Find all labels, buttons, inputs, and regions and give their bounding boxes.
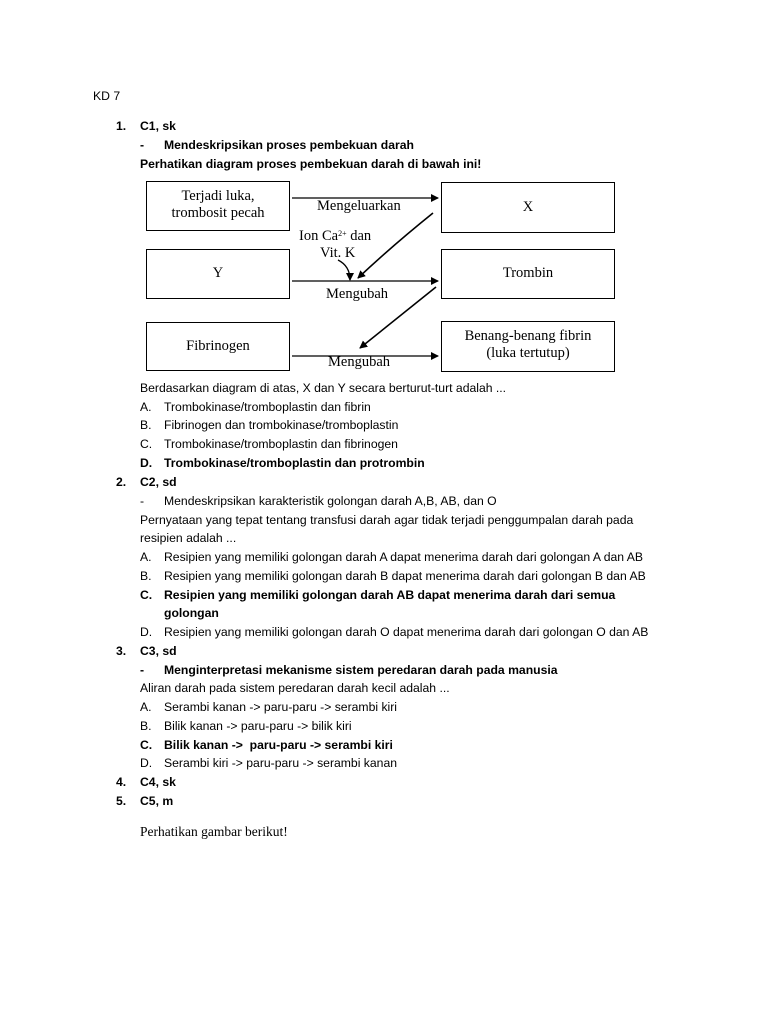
q2-option-c-cont: golongan (164, 606, 219, 620)
q4-number: 4. (116, 775, 127, 789)
q2-option-a-letter: A. (140, 550, 152, 564)
q3-option-b-letter: B. (140, 719, 152, 733)
q1-number: 1. (116, 119, 127, 133)
q3-option-b[interactable]: Bilik kanan -> paru-paru -> bilik kiri (164, 719, 352, 733)
q1-option-d-letter: D. (140, 456, 153, 470)
box-y-text: Y (212, 265, 224, 281)
q2-option-c[interactable]: Resipien yang memiliki golongan darah AB dapat menerima darah dari semua (164, 588, 616, 602)
box-fibrinogen-text: Fibrinogen (186, 338, 250, 354)
q2-option-c-letter: C. (140, 588, 153, 602)
q2-question-line1: Pernyataan yang tepat tentang transfusi darah agar tidak terjadi penggumpalan darah pada (140, 513, 634, 527)
q2-option-d-letter: D. (140, 625, 153, 639)
label-change-2: Mengubah (328, 354, 391, 370)
q3-option-a-letter: A. (140, 700, 152, 714)
q1-indicator-dash: - (140, 138, 145, 152)
arrow-x-to-y (358, 213, 433, 278)
q3-number: 3. (116, 644, 127, 658)
q5-code: C5, m (140, 794, 174, 808)
q3-option-a[interactable]: Serambi kanan -> paru-paru -> serambi kiri (164, 700, 398, 714)
q2-question-line2: resipien adalah ... (140, 531, 237, 545)
q3-option-d[interactable]: Serambi kiri -> paru-paru -> serambi kanan (164, 756, 398, 770)
q4-code: C4, sk (140, 775, 176, 789)
q3-question: Aliran darah pada sistem peredaran darah kecil adalah ... (140, 681, 450, 695)
q1-question: Berdasarkan diagram di atas, X dan Y secara berturut-turt adalah ... (140, 381, 507, 395)
q1-code: C1, sk (140, 119, 176, 133)
q2-option-a[interactable]: Resipien yang memiliki golongan darah A dapat menerima darah dari golongan A dan AB (164, 550, 644, 564)
label-change-1: Mengubah (326, 286, 389, 302)
closing-instruction: Perhatikan gambar berikut! (140, 824, 288, 839)
q2-option-b[interactable]: Resipien yang memiliki golongan darah B dapat menerima darah dari golongan B dan AB (164, 569, 646, 583)
q1-option-c[interactable]: Trombokinase/tromboplastin dan fibrinogen (164, 437, 398, 451)
q3-code: C3, sd (140, 644, 177, 658)
q2-option-b-letter: B. (140, 569, 152, 583)
q2-indicator-dash: - (140, 494, 145, 508)
q3-indicator: Menginterpretasi mekanisme sistem peredaran darah pada manusia (164, 663, 558, 677)
box-thrombin-text: Trombin (502, 265, 554, 281)
q1-instruction: Perhatikan diagram proses pembekuan darah di bawah ini! (140, 157, 482, 171)
q2-indicator: Mendeskripsikan karakteristik golongan darah A,B, AB, dan O (164, 494, 497, 508)
q3-option-c-letter: C. (140, 738, 153, 752)
box-fibrin-text: Benang-benang fibrin (luka tertutup) (464, 328, 592, 361)
q1-option-a-letter: A. (140, 400, 152, 414)
q2-number: 2. (116, 475, 127, 489)
q1-option-a[interactable]: Trombokinase/tromboplastin dan fibrin (164, 400, 371, 414)
section-header: KD 7 (93, 89, 121, 103)
q1-indicator: Mendeskripsikan proses pembekuan darah (164, 138, 414, 152)
q3-indicator-dash: - (140, 663, 145, 677)
arrow-ion (338, 260, 350, 280)
q3-option-d-letter: D. (140, 756, 153, 770)
label-release: Mengeluarkan (317, 198, 401, 214)
q2-option-d[interactable]: Resipien yang memiliki golongan darah O dapat menerima darah dari golongan O dan AB (164, 625, 649, 639)
q5-number: 5. (116, 794, 127, 808)
box-x-text: X (522, 199, 534, 215)
q3-option-c[interactable]: Bilik kanan -> paru-paru -> serambi kiri (164, 738, 393, 752)
label-vit: Vit. K (320, 245, 356, 261)
box-wound-text: Terjadi luka, trombosit pecah (171, 188, 265, 221)
q1-option-c-letter: C. (140, 437, 153, 451)
q1-option-b-letter: B. (140, 418, 152, 432)
q1-option-d[interactable]: Trombokinase/tromboplastin dan protrombin (164, 456, 425, 470)
q1-option-b[interactable]: Fibrinogen dan trombokinase/tromboplastin (164, 418, 399, 432)
q2-code: C2, sd (140, 475, 177, 489)
label-ion: Ion $Ca^{2+}$ dan (299, 228, 372, 244)
blood-clotting-diagram (140, 176, 625, 376)
